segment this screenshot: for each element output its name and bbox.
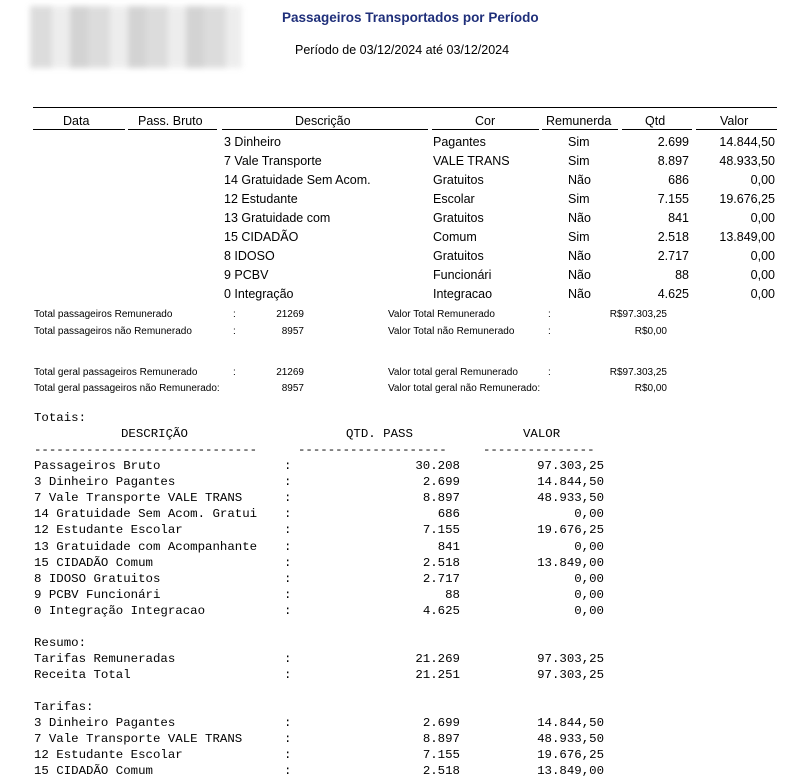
col-underline [542, 129, 618, 130]
summary-col-desc: DESCRIÇÃO [121, 427, 188, 441]
summary-desc: 12 Estudante Escolar [34, 523, 183, 538]
vgeral-rem-label: Valor total geral Remunerado [388, 367, 518, 378]
col-underline [222, 129, 428, 130]
summary-colon: : [284, 539, 292, 554]
row-descricao: 9 PCBV [224, 268, 269, 282]
summary-valor: 13.849,00 [537, 555, 604, 570]
vgeral-nrem-value: R$0,00 [634, 383, 667, 394]
col-header-qtd: Qtd [645, 114, 666, 128]
resumo-label: Resumo: [34, 636, 87, 650]
row-descricao: 14 Gratuidade Sem Acom. [224, 173, 371, 187]
summary-valor: 97.303,25 [537, 652, 604, 666]
summary-colon: : [284, 587, 292, 602]
company-logo [30, 6, 242, 68]
col-header-data: Data [63, 114, 90, 128]
summary-colon: : [284, 475, 292, 490]
row-valor: 19.676,25 [719, 192, 775, 206]
row-valor: 0,00 [750, 211, 775, 225]
summary-colon: : [284, 507, 292, 522]
row-remunerado: Não [568, 268, 591, 282]
summary-qtd: 2.699 [422, 475, 460, 490]
summary-desc: 12 Estudante Escolar [34, 748, 183, 763]
summary-colon: : [284, 555, 292, 570]
row-descricao: 7 Vale Transporte [224, 154, 322, 168]
summary-desc: Tarifas Remuneradas [34, 652, 176, 666]
row-valor: 48.933,50 [719, 154, 775, 168]
summary-desc: 7 Vale Transporte VALE TRANS [34, 732, 243, 747]
col-header-cor: Cor [475, 114, 496, 128]
colon: : [548, 367, 551, 378]
total-rem-label: Total passageiros Remunerado [34, 309, 173, 320]
summary-valor: 19.676,25 [537, 523, 604, 538]
summary-valor: 0,00 [574, 507, 604, 522]
colon: : [548, 309, 551, 320]
colon: : [233, 367, 236, 378]
total-nrem-value: 8957 [281, 326, 304, 337]
row-remunerado: Não [568, 173, 591, 187]
report-title: Passageiros Transportados por Período [282, 10, 539, 25]
col-underline [432, 129, 539, 130]
summary-qtd: 686 [437, 507, 460, 522]
summary-qtd: 88 [445, 587, 460, 602]
geral-nrem-label: Total geral passageiros não Remunerado: [34, 383, 220, 394]
row-descricao: 8 IDOSO [224, 249, 275, 263]
row-cor: Gratuitos [433, 173, 484, 187]
colon: : [548, 326, 551, 337]
valor-rem-value: R$97.303,25 [609, 309, 667, 320]
report-period: Período de 03/12/2024 até 03/12/2024 [295, 43, 510, 57]
row-remunerado: Sim [568, 230, 590, 244]
summary-colon: : [284, 491, 292, 506]
row-descricao: 12 Estudante [224, 192, 298, 206]
summary-valor: 14.844,50 [537, 716, 604, 730]
row-qtd: 88 [675, 268, 689, 282]
summary-qtd: 841 [437, 539, 460, 554]
summary-colon: : [284, 748, 292, 763]
row-cor: Escolar [433, 192, 475, 206]
summary-qtd: 7.155 [422, 523, 460, 538]
row-remunerado: Não [568, 287, 591, 301]
summary-valor: 0,00 [574, 539, 604, 554]
totais-label: Totais: [34, 411, 87, 425]
row-qtd: 2.699 [657, 135, 689, 149]
summary-desc: Receita Total [34, 668, 131, 683]
row-qtd: 7.155 [657, 192, 689, 206]
total-rem-value: 21269 [276, 309, 304, 320]
row-remunerado: Não [568, 249, 591, 263]
colon: : [233, 326, 236, 337]
summary-colon: : [284, 523, 292, 538]
row-descricao: 3 Dinheiro [224, 135, 281, 149]
col-underline [622, 129, 692, 130]
summary-dash-qtd: -------------------- [298, 443, 447, 457]
summary-desc: 0 Integração Integracao [34, 603, 206, 618]
col-header-valor: Valor [720, 114, 749, 128]
geral-nrem-value: 8957 [281, 383, 304, 394]
summary-desc: 7 Vale Transporte VALE TRANS [34, 491, 243, 506]
col-header-pass-bruto: Pass. Bruto [138, 114, 203, 128]
tarifas-label: Tarifas: [34, 700, 94, 714]
total-nrem-label: Total passageiros não Remunerado [34, 326, 192, 337]
summary-valor: 19.676,25 [537, 748, 604, 763]
summary-colon: : [284, 764, 292, 779]
row-valor: 0,00 [750, 287, 775, 301]
row-qtd: 8.897 [657, 154, 689, 168]
row-valor: 0,00 [750, 173, 775, 187]
row-remunerado: Sim [568, 192, 590, 206]
summary-desc: 15 CIDADÃO Comum [34, 764, 153, 779]
row-qtd: 4.625 [657, 287, 689, 301]
summary-valor: 14.844,50 [537, 475, 604, 490]
row-remunerado: Não [568, 211, 591, 225]
summary-qtd: 4.625 [422, 603, 460, 618]
row-cor: Gratuitos [433, 249, 484, 263]
table-top-rule [33, 107, 777, 108]
col-underline [33, 129, 125, 130]
row-descricao: 0 Integração [224, 287, 294, 301]
summary-qtd: 2.699 [422, 716, 460, 730]
summary-valor: 97.303,25 [537, 668, 604, 683]
row-remunerado: Sim [568, 154, 590, 168]
geral-rem-value: 21269 [276, 367, 304, 378]
summary-valor: 97.303,25 [537, 459, 604, 473]
summary-desc: 3 Dinheiro Pagantes [34, 475, 176, 490]
row-remunerado: Sim [568, 135, 590, 149]
col-underline [128, 129, 217, 130]
row-qtd: 2.717 [657, 249, 689, 263]
summary-dash-desc: ------------------------------ [34, 443, 258, 457]
summary-valor: 0,00 [574, 587, 604, 602]
valor-nrem-label: Valor Total não Remunerado [388, 326, 515, 337]
summary-qtd: 8.897 [422, 732, 460, 747]
summary-desc: 8 IDOSO Gratuitos [34, 571, 161, 586]
vgeral-nrem-label: Valor total geral não Remunerado: [388, 383, 541, 394]
geral-rem-label: Total geral passageiros Remunerado [34, 367, 198, 378]
row-qtd: 686 [668, 173, 689, 187]
col-underline [696, 129, 777, 130]
summary-colon: : [284, 571, 292, 586]
summary-qtd: 30.208 [415, 459, 460, 473]
summary-qtd: 21.269 [415, 652, 460, 666]
summary-colon: : [284, 652, 292, 666]
col-header-remunerda: Remunerda [546, 114, 612, 128]
summary-qtd: 2.518 [422, 555, 460, 570]
summary-colon: : [284, 668, 292, 683]
row-qtd: 841 [668, 211, 689, 225]
summary-qtd: 8.897 [422, 491, 460, 506]
row-cor: Comum [433, 230, 477, 244]
summary-qtd: 7.155 [422, 748, 460, 763]
summary-valor: 13.849,00 [537, 764, 604, 779]
valor-nrem-value: R$0,00 [634, 326, 667, 337]
row-qtd: 2.518 [657, 230, 689, 244]
summary-col-qtd: QTD. PASS [346, 427, 413, 441]
summary-desc: 13 Gratuidade com Acompanhante [34, 539, 258, 554]
row-cor: Gratuitos [433, 211, 484, 225]
row-cor: Funcionári [433, 268, 492, 282]
summary-valor: 0,00 [574, 603, 604, 618]
summary-valor: 48.933,50 [537, 732, 604, 747]
row-descricao: 15 CIDADÃO [224, 230, 299, 244]
vgeral-rem-value: R$97.303,25 [609, 367, 667, 378]
summary-desc: Passageiros Bruto [34, 459, 161, 473]
summary-desc: 3 Dinheiro Pagantes [34, 716, 176, 730]
summary-qtd: 21.251 [415, 668, 460, 683]
col-header-descricao: Descrição [295, 114, 351, 128]
summary-desc: 9 PCBV Funcionári [34, 587, 161, 602]
summary-colon: : [284, 716, 292, 730]
row-valor: 0,00 [750, 249, 775, 263]
summary-colon: : [284, 459, 292, 473]
summary-desc: 15 CIDADÃO Comum [34, 555, 153, 570]
summary-qtd: 2.717 [422, 571, 460, 586]
summary-colon: : [284, 732, 292, 747]
row-cor: Pagantes [433, 135, 486, 149]
valor-rem-label: Valor Total Remunerado [388, 309, 495, 320]
colon: : [233, 309, 236, 320]
row-valor: 0,00 [750, 268, 775, 282]
summary-colon: : [284, 603, 292, 618]
row-cor: VALE TRANS [433, 154, 510, 168]
summary-desc: 14 Gratuidade Sem Acom. Gratui [34, 507, 258, 522]
summary-valor: 48.933,50 [537, 491, 604, 506]
summary-qtd: 2.518 [422, 764, 460, 779]
row-cor: Integracao [433, 287, 493, 301]
summary-valor: 0,00 [574, 571, 604, 586]
row-valor: 14.844,50 [719, 135, 775, 149]
summary-col-valor: VALOR [523, 427, 561, 441]
row-descricao: 13 Gratuidade com [224, 211, 331, 225]
summary-dash-valor: --------------- [483, 443, 595, 457]
row-valor: 13.849,00 [719, 230, 775, 244]
